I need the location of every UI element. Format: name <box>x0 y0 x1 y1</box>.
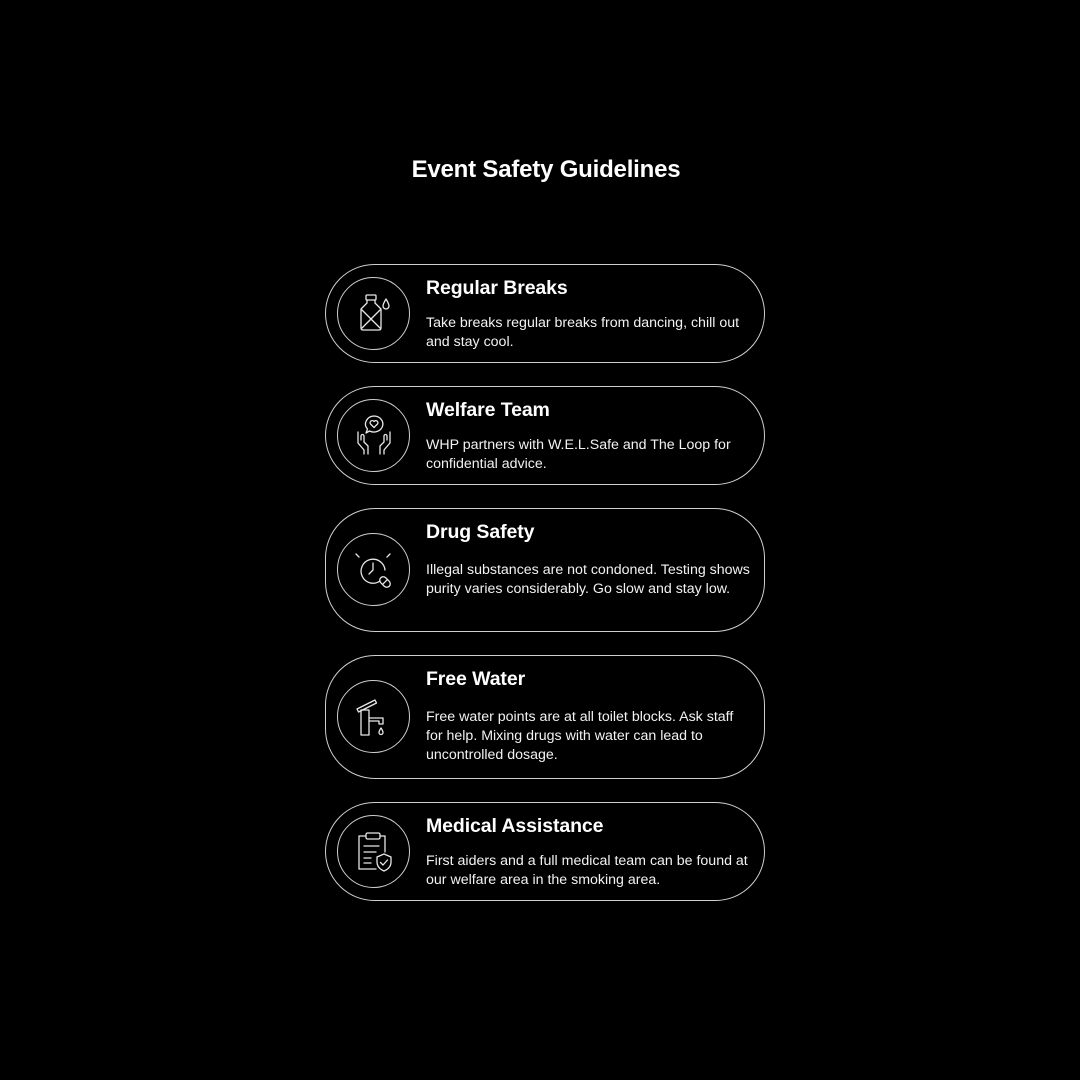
guideline-card-free-water <box>325 655 765 779</box>
water-bottle-icon <box>349 288 399 338</box>
card-title: Medical Assistance <box>426 815 604 837</box>
card-description: First aiders and a full medical team can be found at our welfare area in the smoking area. <box>426 853 748 888</box>
card-title: Regular Breaks <box>426 277 568 299</box>
card-title: Welfare Team <box>426 399 550 421</box>
card-description: Take breaks regular breaks from dancing, chill out and stay cool. <box>426 315 740 350</box>
clock-pill-icon <box>349 545 399 595</box>
card-description: Free water points are at all toilet blocks. Ask staff for help. Mixing drugs with water can lead to uncontrolled dosage. <box>426 709 734 763</box>
clipboard-shield-icon <box>349 826 399 876</box>
icon-circle <box>337 815 410 888</box>
card-title: Drug Safety <box>426 521 535 543</box>
tap-icon <box>349 692 399 742</box>
guideline-card-medical-assistance <box>325 802 765 901</box>
icon-circle <box>337 277 410 350</box>
guideline-card-drug-safety <box>325 508 765 632</box>
page-title: Event Safety Guidelines <box>411 156 681 183</box>
card-description: Illegal substances are not condoned. Testing shows purity varies considerably. Go slow and stay low. <box>426 562 750 597</box>
icon-circle <box>337 399 410 472</box>
guideline-card-regular-breaks <box>325 264 765 363</box>
icon-circle <box>337 533 410 606</box>
icon-circle <box>337 680 410 753</box>
card-title: Free Water <box>426 668 526 690</box>
guideline-card-welfare-team <box>325 386 765 485</box>
heart-hands-icon <box>349 410 399 460</box>
card-description: WHP partners with W.E.L.Safe and The Loop for confidential advice. <box>426 437 731 472</box>
